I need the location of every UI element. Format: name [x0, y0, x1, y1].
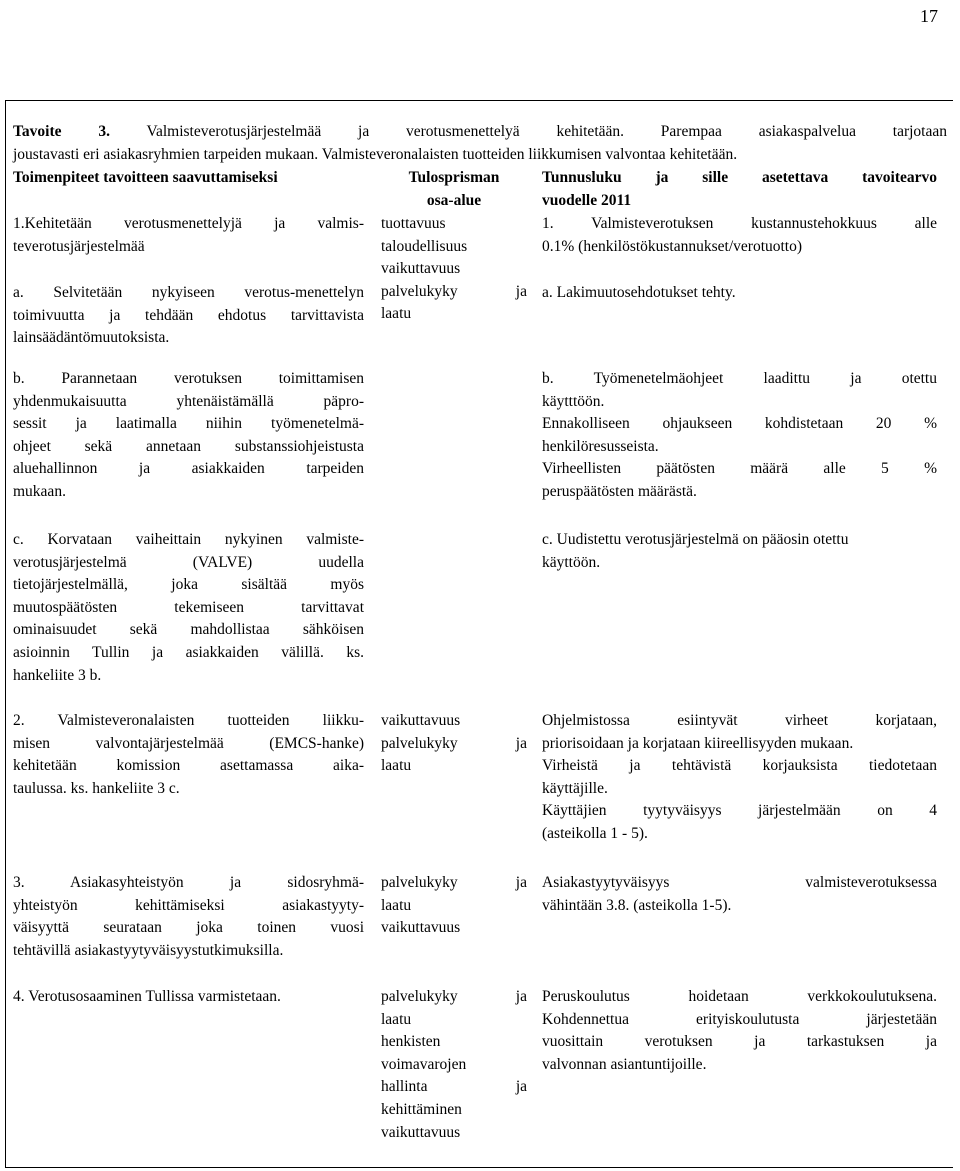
results-areas-2 — [381, 710, 527, 778]
area-line: laatu — [381, 1010, 412, 1028]
text-line: a. Lakimuutosehdotukset tehty. — [542, 284, 736, 301]
results-header — [381, 167, 527, 212]
area-line: hallinta ja — [381, 1078, 527, 1096]
text-line: b. Työmenetelmäohjeet laadittu ja otettu — [542, 370, 937, 387]
text-line: ominaisuudet sekä mahdollistaa sähköisen — [13, 621, 364, 639]
area-line: voimavarojen — [381, 1055, 467, 1073]
text-line: vähintään 3.8. (asteikolla 1-5). — [542, 896, 732, 914]
goal-label: Tavoite 3. — [13, 123, 110, 140]
text-line: käyttäjille. — [542, 779, 608, 797]
text-line: 3. Asiakasyhteistyön ja sidosryhmä- — [13, 874, 364, 891]
area-line: palvelukyky ja — [381, 988, 527, 1005]
area-line: henkisten — [381, 1033, 441, 1051]
area-line: vaikuttavuus — [381, 260, 461, 278]
text-line: tietojärjestelmällä, joka sisältää myös — [13, 576, 364, 594]
area-line: palvelukyky ja — [381, 874, 527, 891]
text-line: henkilöresusseista. — [542, 437, 659, 455]
area-line: vaikuttavuus — [381, 1123, 461, 1141]
text-line: misen valvontajärjestelmää (EMCS-hanke) — [13, 734, 364, 752]
area-line: kehittäminen — [381, 1100, 462, 1118]
text-line: vuosittain verotuksen ja tarkastuksen ja — [542, 1033, 937, 1051]
text-line: toimivuutta ja tehdään ehdotus tarvittavista — [13, 306, 364, 324]
text-line: muutospäätösten tekemiseen tarvittavat — [13, 598, 364, 616]
target-1a — [542, 282, 937, 305]
text-line: hankeliite 3 b. — [13, 666, 102, 684]
text-line: a. Selvitetään nykyiseen verotus-menettelyn — [13, 284, 364, 301]
text-line: b. Parannetaan verotuksen toimittamisen — [13, 370, 364, 387]
measure-3 — [13, 872, 364, 962]
results-areas-1 — [381, 213, 527, 326]
text-line: yhdenmukaisuutta yhtenäistämällä päpro- — [13, 392, 364, 410]
text-line: väisyyttä seurataan joka toinen vuosi — [13, 919, 364, 937]
text-line: asioinnin Tullin ja asiakkaiden välillä. ks. — [13, 643, 364, 661]
text-line: 0.1% (henkilöstökustannukset/verotuotto) — [542, 237, 803, 255]
text-line: Virheistä ja tehtävistä korjauksista tiedotetaan — [542, 757, 937, 775]
measure-1c — [13, 529, 364, 687]
indicator-header-line: Tunnusluku ja sille asetettava tavoitearvo — [542, 169, 937, 186]
target-2 — [542, 710, 937, 846]
measure-1a — [13, 282, 364, 350]
text-line: teverotusjärjestelmää — [13, 237, 145, 255]
target-3 — [542, 872, 937, 917]
text-line: aluehallinnon ja asiakkaiden tarpeiden — [13, 460, 364, 478]
measure-2 — [13, 710, 364, 800]
area-line: tuottavuus — [381, 215, 446, 232]
text-line: priorisoidaan ja korjataan kiireellisyyden mukaan. — [542, 734, 854, 752]
text-line: 4. Verotusosaaminen Tullissa varmistetaan. — [13, 988, 281, 1005]
text-line: 2. Valmisteveronalaisten tuotteiden liikku- — [13, 712, 364, 729]
measure-4 — [13, 986, 364, 1009]
indicator-header-line: vuodelle 2011 — [542, 191, 632, 209]
measures-header: Toimenpiteet tavoitteen saavuttamiseksi — [13, 169, 278, 186]
target-4 — [542, 986, 937, 1076]
page-number: 17 — [920, 6, 938, 26]
goal-intro — [13, 121, 947, 166]
text-line: Peruskoulutus hoidetaan verkkokoulutuksena. — [542, 988, 937, 1005]
text-line: yhteistyön kehittämiseksi asiakastyyty- — [13, 896, 364, 914]
area-line: taloudellisuus — [381, 237, 468, 255]
measure-1 — [13, 213, 364, 258]
area-line: vaikuttavuus — [381, 919, 461, 937]
results-header-line: Tulosprisman — [408, 169, 500, 186]
text-line: käyttöön. — [542, 553, 601, 571]
text-line: sessit ja laatimalla niihin työmenetelmä- — [13, 415, 364, 433]
results-header-line: osa-alue — [426, 191, 482, 209]
text-line: taulussa. ks. hankeliite 3 c. — [13, 779, 180, 797]
text-line: 1. Valmisteverotuksen kustannustehokkuus alle — [542, 215, 937, 232]
area-line: laatu — [381, 757, 412, 775]
target-1 — [542, 213, 937, 258]
text-line: verotusjärjestelmä (VALVE) uudella — [13, 553, 364, 571]
target-1b — [542, 368, 937, 504]
text-line: c. Korvataan vaiheittain nykyinen valmiste- — [13, 531, 364, 548]
text-line: tehtävillä asiakastyytyväisyystutkimuksilla. — [13, 941, 284, 959]
measure-1b — [13, 368, 364, 504]
area-line: vaikuttavuus — [381, 712, 461, 729]
area-line: palvelukyky ja — [381, 282, 527, 300]
text-line: Ennakolliseen ohjaukseen kohdistetaan 20 % — [542, 415, 937, 433]
goal-line-1 — [13, 121, 947, 144]
text-line: Virheellisten päätösten määrä alle 5 % — [542, 460, 937, 478]
text-line: Asiakastyytyväisyys valmisteverotuksessa — [542, 874, 937, 891]
text-line: lainsäädäntömuutoksista. — [13, 329, 170, 347]
text-line: Kohdennettua erityiskoulutusta järjestetään — [542, 1010, 937, 1028]
results-areas-4 — [381, 986, 527, 1144]
goal-text: Valmisteverotusjärjestelmää ja verotusmenettelyä kehitetään. Parempaa asiakaspalvelua tarjotaan — [146, 123, 947, 140]
text-line: käytttöön. — [542, 392, 605, 410]
text-line: (asteikolla 1 - 5). — [542, 824, 648, 842]
area-line: palvelukyky ja — [381, 734, 527, 752]
text-line: 1.Kehitetään verotusmenettelyjä ja valmis- — [13, 215, 364, 232]
text-line: c. Uudistettu verotusjärjestelmä on pääosin otettu — [542, 531, 849, 548]
target-1c — [542, 529, 937, 574]
text-line: Ohjelmistossa esiintyvät virheet korjataan, — [542, 712, 937, 729]
text-line: valvonnan asiantuntijoille. — [542, 1055, 707, 1073]
area-line: laatu — [381, 305, 412, 323]
goal-line-2: joustavasti eri asiakasryhmien tarpeiden mukaan. Valmisteveronalaisten tuotteiden liikkumisen valvontaa kehitetään. — [13, 145, 738, 163]
area-line: laatu — [381, 896, 412, 914]
text-line: ohjeet sekä annetaan substanssiohjeistusta — [13, 437, 364, 455]
text-line: Käyttäjien tyytyväisyys järjestelmään on 4 — [542, 802, 937, 820]
results-areas-3 — [381, 872, 527, 940]
text-line: mukaan. — [13, 482, 66, 500]
text-line: kehitetään komission asettamassa aika- — [13, 757, 364, 775]
indicator-header — [542, 167, 937, 212]
text-line: peruspäätösten määrästä. — [542, 482, 697, 500]
